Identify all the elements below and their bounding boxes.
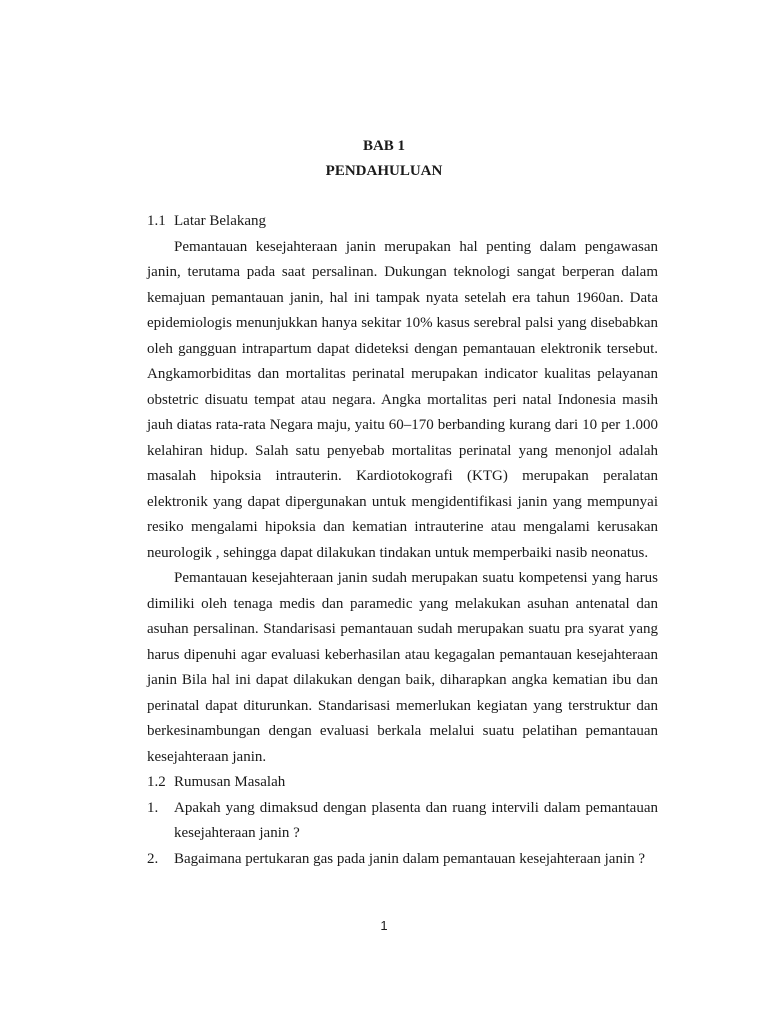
list-item-text: Apakah yang dimaksud dengan plasenta dan ruang intervili dalam pemantauan kesejahteraan janin ? <box>174 799 658 841</box>
paragraph: Pemantauan kesejahteraan janin merupakan hal penting dalam pengawasan janin, terutama pada saat persalinan. Dukungan teknologi sangat berperan dalam kemajuan pemantauan janin, hal ini tampak nyata setelah era tahun 1960an. Data epidemiologis menunjukkan hanya sekitar 10% kasus serebral palsi yang disebabkan oleh gangguan intrapartum dapat dideteksi dengan pemantauan elektronik tersebut. Angkamorbiditas dan mortalitas perinatal merupakan indicator kualitas pelayanan obstetric disuatu tempat atau negara. Angka mortalitas peri natal Indonesia masih jauh diatas rata-rata Negara maju, yaitu 60–170 berbanding kurang dari 10 per 1.000 kelahiran hidup. Salah satu penyebab mortalitas perinatal yang menonjol adalah masalah hipoksia intrauterin. Kardiotokografi (KTG) merupakan peralatan elektronik yang dapat dipergunakan untuk mengidentifikasi janin yang mempunyai resiko mengalami hipoksia dan kematian intrauterine atau mengalami kerusakan neurologik , sehingga dapat dilakukan tindakan untuk memperbaiki nasib neonatus. <box>147 238 658 561</box>
section-title: Latar Belakang <box>174 213 267 229</box>
list-item-text: Bagaimana pertukaran gas pada janin dalam pemantauan kesejahteraan janin ? <box>174 850 646 867</box>
section-heading-rumusan-masalah <box>147 770 658 796</box>
section-title: Rumusan Masalah <box>174 774 286 790</box>
section-number: 1.1 <box>147 213 166 229</box>
list-item <box>147 796 658 847</box>
chapter-title: PENDAHULUAN <box>325 163 443 179</box>
chapter-number: BAB 1 <box>362 138 406 154</box>
document-body <box>147 209 658 872</box>
list-item-number: 2. <box>147 850 159 867</box>
list-item <box>147 847 658 873</box>
list-item-number: 1. <box>147 799 159 816</box>
question-list <box>147 796 658 873</box>
section-number: 1.2 <box>147 774 166 790</box>
section-heading-latar-belakang <box>147 209 658 235</box>
page-number: 1 <box>380 918 388 933</box>
paragraph: Pemantauan kesejahteraan janin sudah merupakan suatu kompetensi yang harus dimiliki oleh tenaga medis dan paramedic yang melakukan asuhan antenatal dan asuhan persalinan. Standarisasi pemantauan sudah merupakan suatu pra syarat yang harus dipenuhi agar evaluasi keberhasilan atau kegagalan pemantauan kesejahteraan janin Bila hal ini dapat dilakukan dengan baik, diharapkan angka kematian ibu dan perinatal dapat diturunkan. Standarisasi memerlukan kegiatan yang terstruktur dan berkesinambungan dengan evaluasi berkala melalui suatu pelatihan pemantauan kesejahteraan janin. <box>147 570 658 765</box>
